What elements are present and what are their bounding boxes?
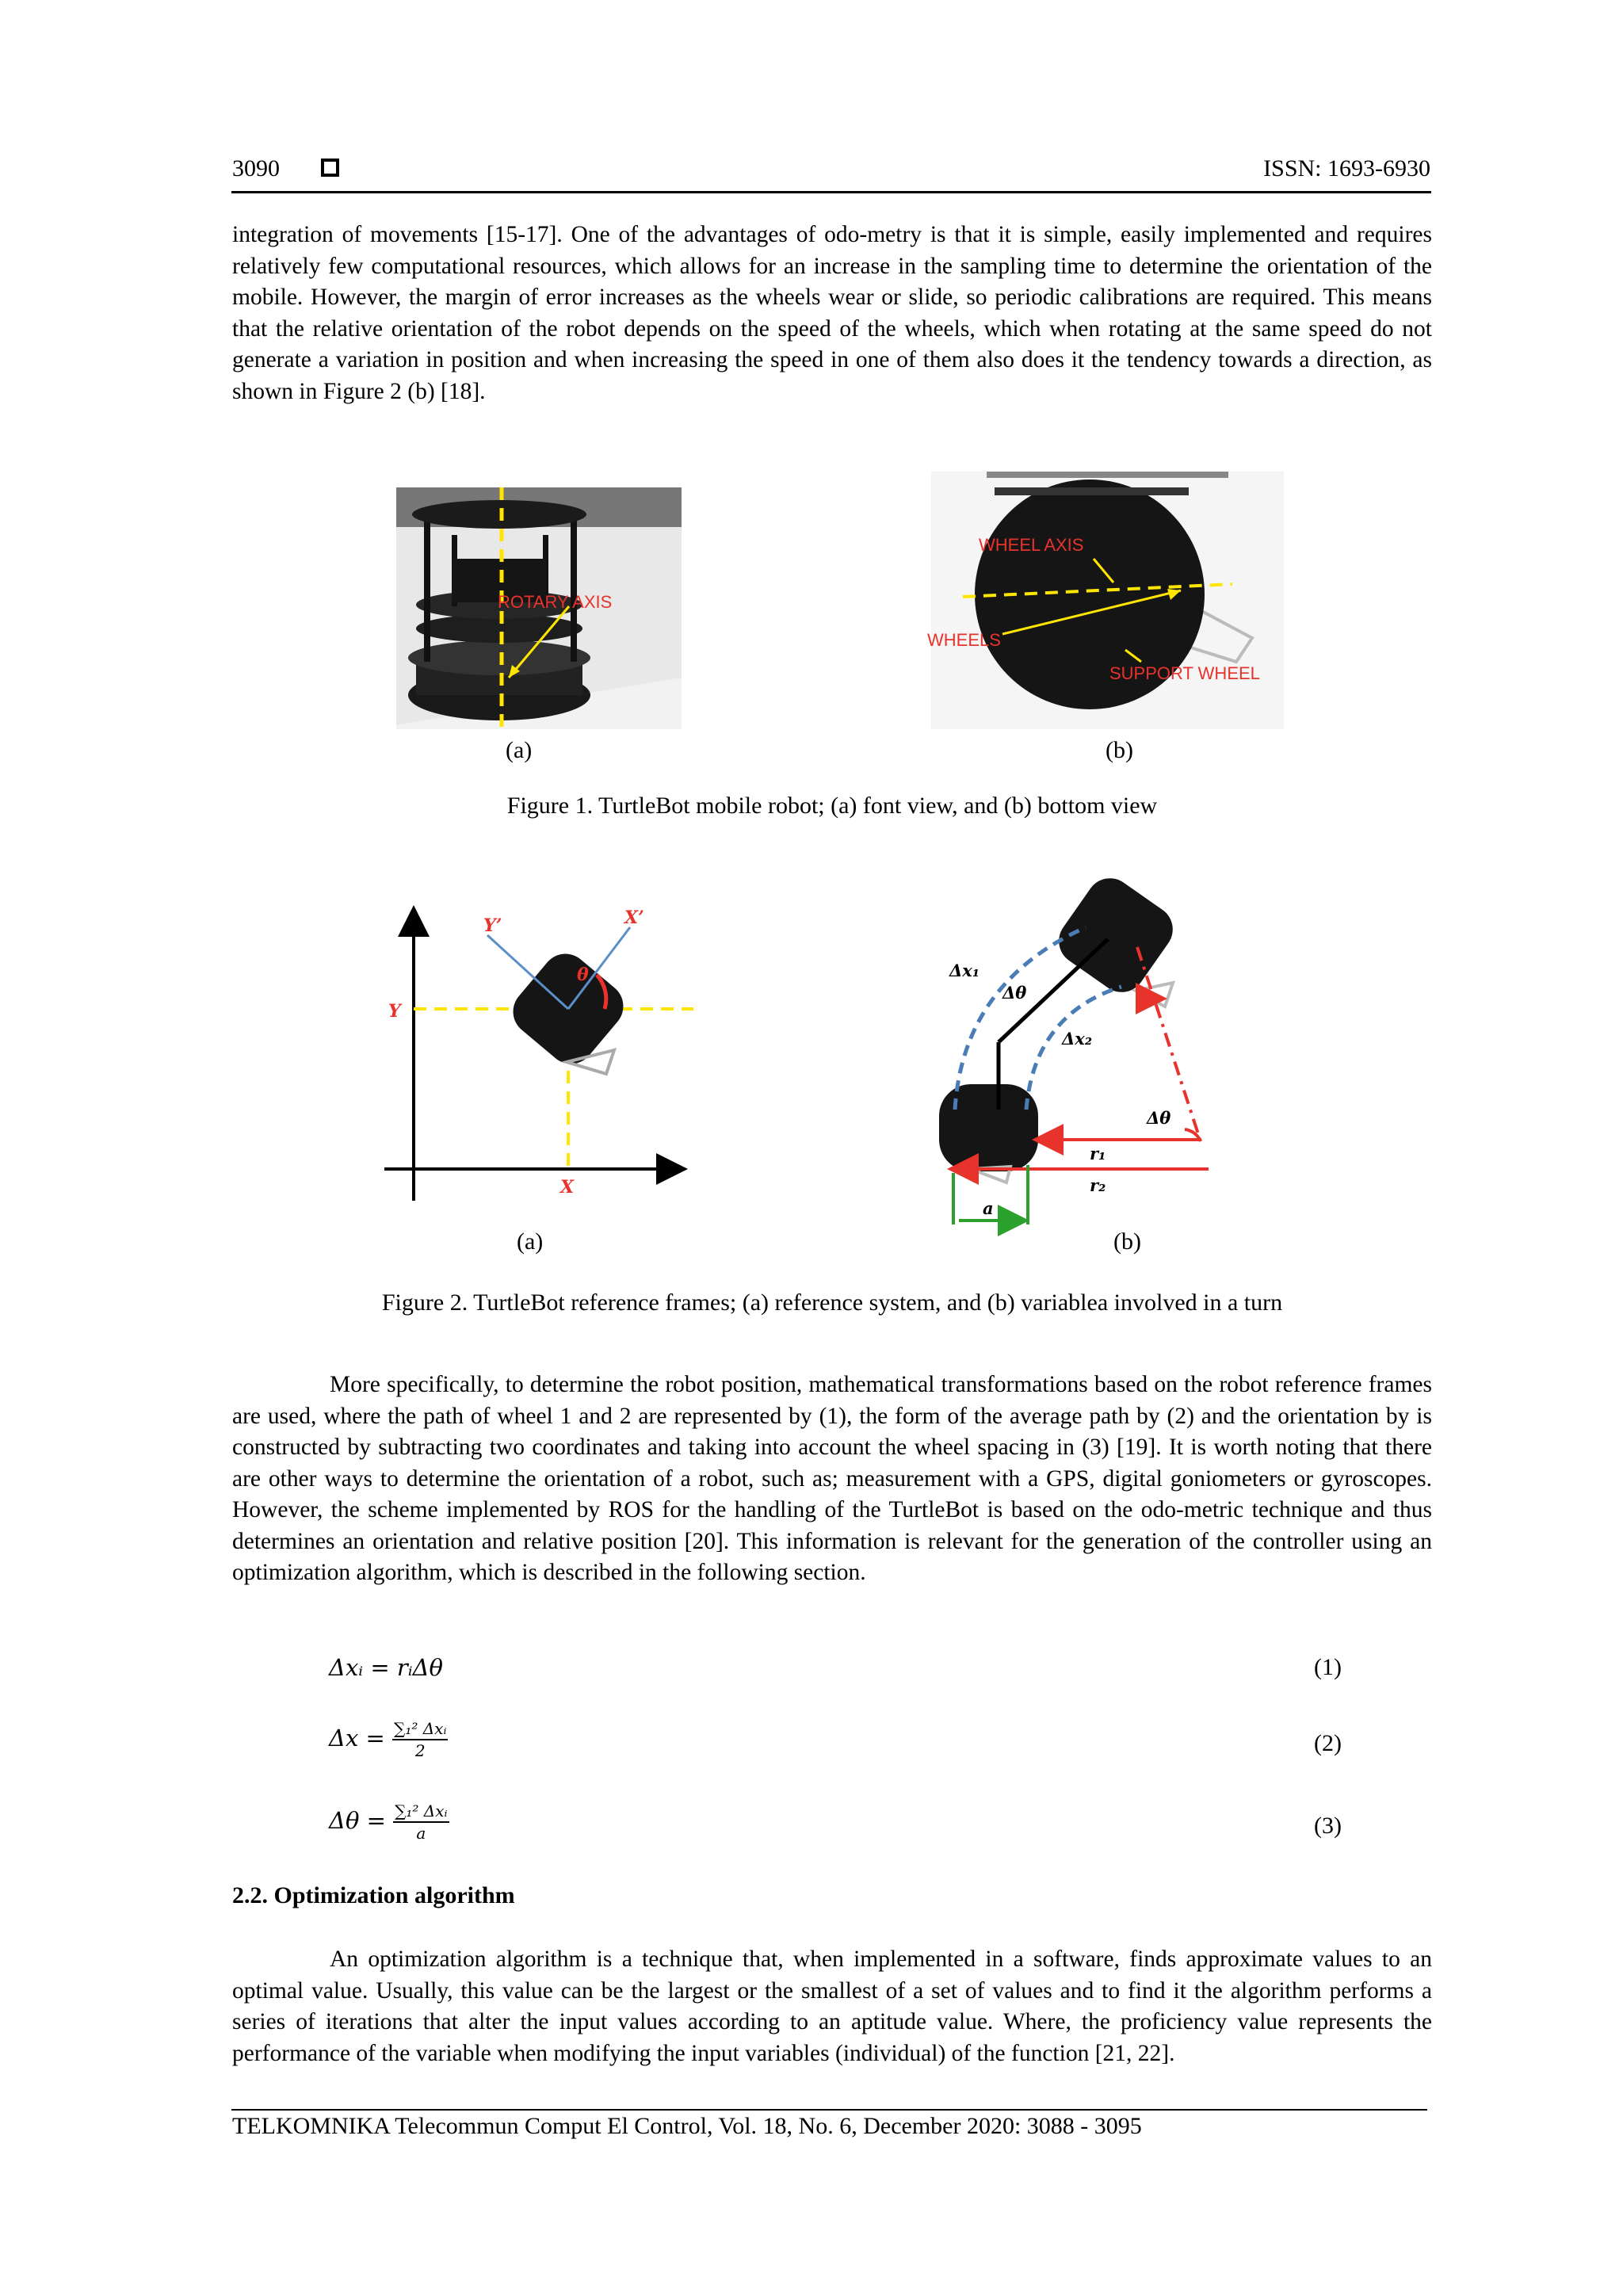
footer-citation: TELKOMNIKA Telecommun Comput El Control, Vol. 18, No. 6, December 2020: 3088 - 3095 <box>232 2113 1142 2139</box>
label-a: a <box>983 1198 994 1218</box>
label-Y: Y <box>388 1001 401 1022</box>
figure1a-front-view <box>396 487 682 729</box>
footer-rule <box>231 2109 1427 2111</box>
paragraph: An optimization algorithm is a technique that, when implemented in a software, finds approximate values to an optimal value. Usually, this value can be the largest or the smallest of a set of values and to find it the algorithm performs a series of iterations that alter the input values according to an aptitude value. Where, the proficiency value represents the performance of the variable when modifying the input variables (individual) of the function [21, 22]. <box>232 1946 1432 2066</box>
header-box-icon <box>321 159 339 177</box>
label-theta: θ <box>577 965 589 985</box>
figure2-sub-b: (b) <box>1113 1228 1141 1255</box>
label-rotary-axis: ROTARY AXIS <box>498 592 613 612</box>
figure2-caption: Figure 2. TurtleBot reference frames; (a) reference system, and (b) variablea involved in a turn <box>381 1289 1283 1316</box>
equation-3-lhs: Δθ = <box>329 1807 386 1834</box>
figure1b-bottom-view <box>927 472 1284 729</box>
label-wheels: WHEELS <box>927 630 1001 650</box>
section-heading: 2.2. Optimization algorithm <box>232 1882 515 1908</box>
equation-3 <box>329 1801 449 1843</box>
header-rule <box>231 191 1431 193</box>
figure1-caption: Figure 1. TurtleBot mobile robot; (a) font view, and (b) bottom view <box>506 793 1158 819</box>
equation-3-fraction <box>393 1801 449 1843</box>
label-dx1: Δx₁ <box>949 961 980 980</box>
figure1-sub-a: (a) <box>506 737 533 763</box>
figure1-sub-b: (b) <box>1106 737 1133 763</box>
equation-3-number: (3) <box>1314 1813 1342 1839</box>
label-dx2: Δx₂ <box>1062 1029 1093 1049</box>
figure2b-turn-variables <box>923 872 1220 1236</box>
equation-2-denominator: 2 <box>414 1741 426 1760</box>
paragraph: More specifically, to determine the robot position, mathematical transformations based on the robot reference frames are used, where the path of wheel 1 and 2 are represented by (1), the form of the average path by (2) and the orientation by is constructed by subtracting two coordinates and taking into account the wheel spacing in (3) [19]. It is worth noting that there are other ways to determine the orientation of a robot, such as; measurement with a GPS, digital goniometers or gyroscopes. However, the scheme implemented by ROS for the handling of the TurtleBot is based on the odo-metric technique and thus determines an orientation and relative position [20]. This information is relevant for the generation of the controller using an optimization algorithm, which is described in the following section. <box>232 1372 1432 1585</box>
figure2-sub-a: (a) <box>517 1228 544 1255</box>
issn: ISSN: 1693-6930 <box>1263 155 1430 181</box>
equation-3-numerator: ∑₁² Δxᵢ <box>393 1801 449 1823</box>
label-X-prime: X’ <box>624 907 644 928</box>
equation-2-fraction <box>392 1718 448 1761</box>
label-dtheta-right: Δθ <box>1147 1108 1171 1128</box>
figure2a-reference-system <box>376 896 693 1213</box>
label-X: X <box>560 1177 575 1198</box>
label-support-wheel: SUPPORT WHEEL <box>1109 663 1260 683</box>
equation-2 <box>329 1718 448 1761</box>
equation-2-numerator: ∑₁² Δxᵢ <box>392 1718 448 1740</box>
equation-1: Δxᵢ = rᵢΔθ <box>329 1654 443 1681</box>
equation-2-lhs: Δx = <box>329 1725 385 1752</box>
label-Y-prime: Y’ <box>483 915 502 936</box>
equation-3-denominator: a <box>416 1824 426 1843</box>
label-r2: r₂ <box>1090 1175 1106 1195</box>
equation-1-number: (1) <box>1314 1654 1342 1680</box>
paragraph: integration of movements [15-17]. One of the advantages of odo-metry is that it is simple, easily implemented and requires relatively few computational resources, which allows for an increase in the sampling time to determine the orientation of the mobile. However, the margin of error increases as the wheels wear or slide, so periodic calibrations are required. This means that the relative orientation of the robot depends on the speed of the wheels, which when rotating at the same speed do not generate a variation in position and when increasing the speed in one of them also does it the tendency towards a direction, as shown in Figure 2 (b) [18]. <box>232 222 1432 404</box>
label-wheel-axis: WHEEL AXIS <box>979 535 1084 555</box>
label-r1: r₁ <box>1090 1144 1106 1163</box>
label-dtheta-top: Δθ <box>1002 983 1027 1003</box>
equation-2-number: (2) <box>1314 1730 1342 1756</box>
page-number: 3090 <box>232 155 280 181</box>
